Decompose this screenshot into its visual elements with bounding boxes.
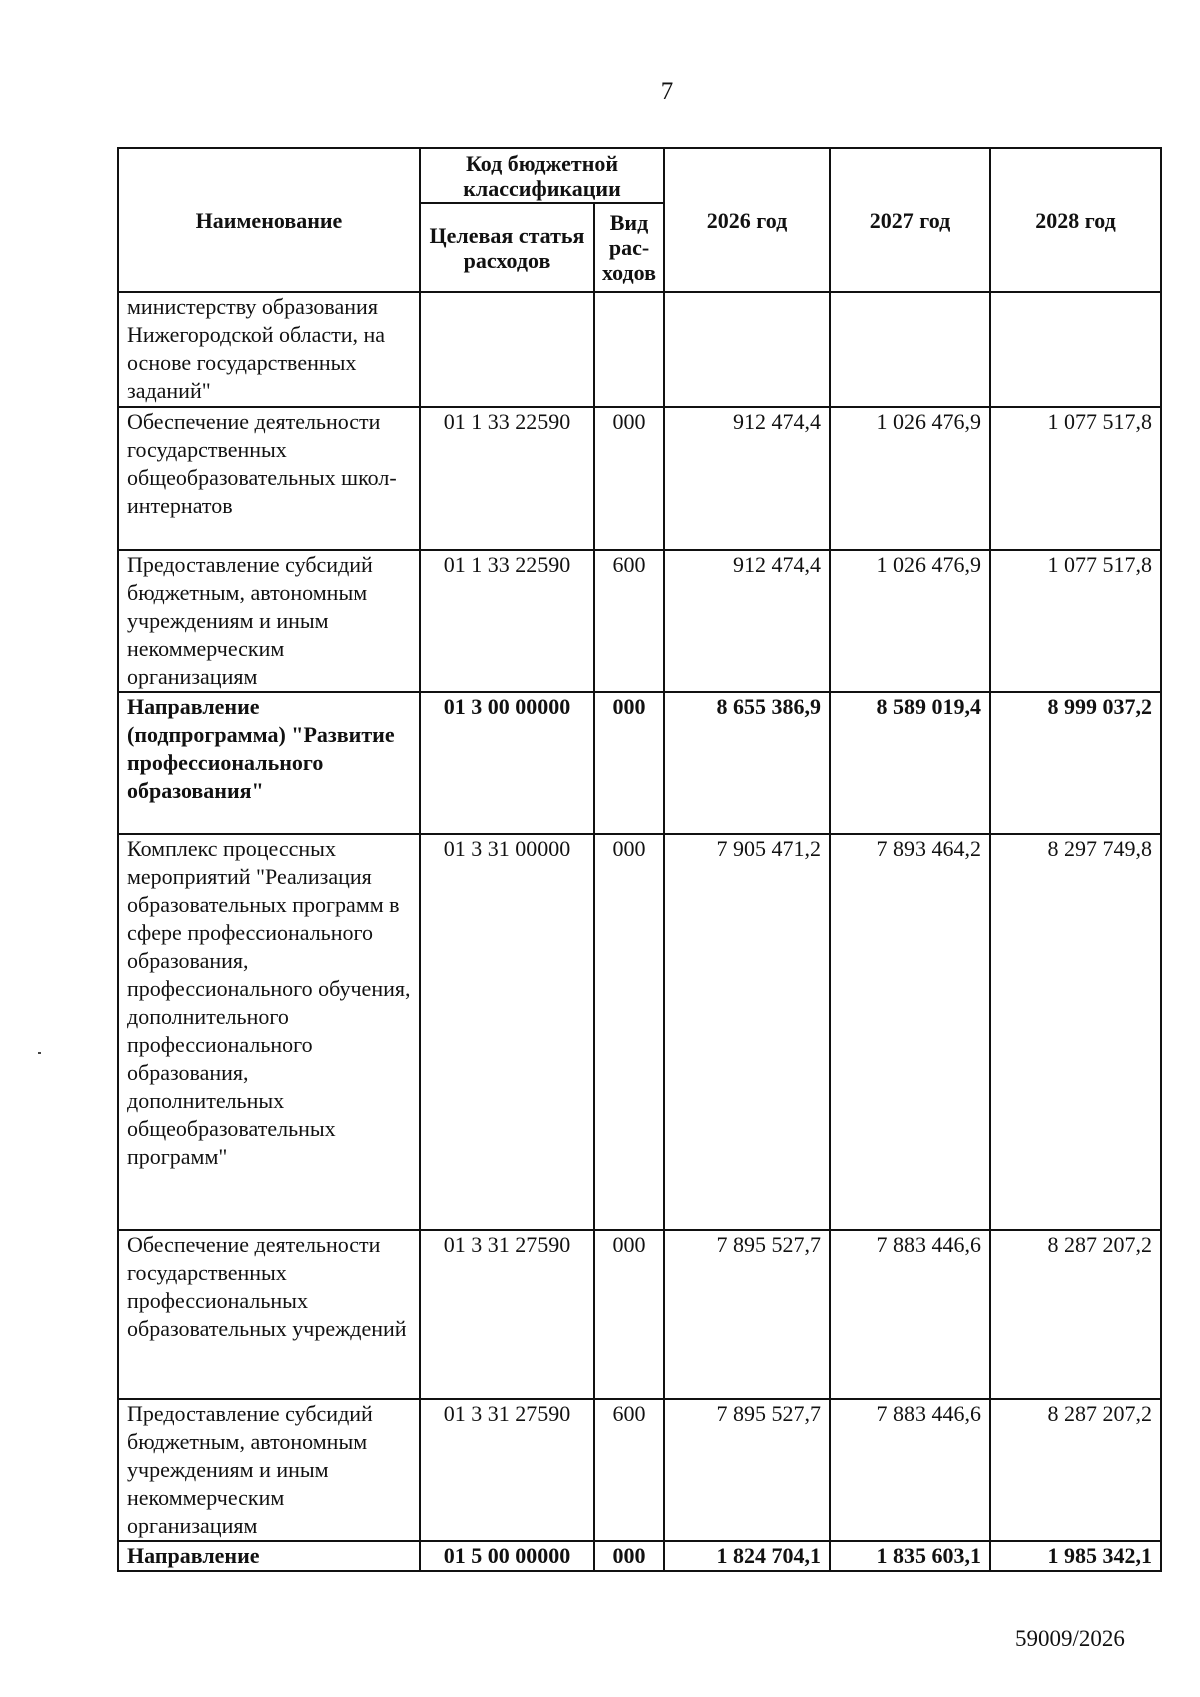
row-target-article-cell: 01 3 00 00000 bbox=[420, 692, 594, 834]
row-expense-kind-cell: 000 bbox=[594, 1541, 664, 1571]
document-number: 59009/2026 bbox=[1015, 1626, 1125, 1651]
table-body bbox=[118, 292, 1161, 1571]
budget-table bbox=[117, 147, 1162, 1572]
row-2026-cell: 912 474,4 bbox=[664, 407, 830, 550]
header-year-2027: 2027 год bbox=[830, 148, 990, 292]
row-2027-cell: 1 026 476,9 bbox=[830, 550, 990, 692]
row-expense-kind-cell: 000 bbox=[594, 407, 664, 550]
header-year-2026: 2026 год bbox=[664, 148, 830, 292]
row-2028-cell: 8 287 207,2 bbox=[990, 1399, 1161, 1541]
row-2027-cell: 7 883 446,6 bbox=[830, 1399, 990, 1541]
row-expense-kind-cell: 600 bbox=[594, 550, 664, 692]
row-2027-cell: 1 835 603,1 bbox=[830, 1541, 990, 1571]
row-target-article-cell: 01 3 31 00000 bbox=[420, 834, 594, 1230]
header-target-article: Целевая статья расходов bbox=[420, 203, 594, 292]
row-2028-cell bbox=[990, 292, 1161, 407]
row-2027-cell: 7 893 464,2 bbox=[830, 834, 990, 1230]
row-2026-cell: 7 895 527,7 bbox=[664, 1399, 830, 1541]
row-expense-kind-cell: 000 bbox=[594, 834, 664, 1230]
row-expense-kind-cell: 600 bbox=[594, 1399, 664, 1541]
row-2026-cell: 8 655 386,9 bbox=[664, 692, 830, 834]
table-row bbox=[118, 407, 1161, 550]
row-target-article-cell: 01 3 31 27590 bbox=[420, 1230, 594, 1399]
row-name-cell: министерству образования Нижегородской области, на основе государственных заданий" bbox=[118, 292, 420, 407]
header-code-group: Код бюджетной классификации bbox=[420, 148, 664, 203]
row-target-article-cell: 01 5 00 00000 bbox=[420, 1541, 594, 1571]
table-row bbox=[118, 834, 1161, 1230]
header-name: Наименование bbox=[118, 148, 420, 292]
row-2026-cell: 912 474,4 bbox=[664, 550, 830, 692]
row-2028-cell: 1 985 342,1 bbox=[990, 1541, 1161, 1571]
row-target-article-cell bbox=[420, 292, 594, 407]
row-target-article-cell: 01 1 33 22590 bbox=[420, 550, 594, 692]
row-2027-cell: 8 589 019,4 bbox=[830, 692, 990, 834]
row-expense-kind-cell: 000 bbox=[594, 692, 664, 834]
row-2026-cell: 7 895 527,7 bbox=[664, 1230, 830, 1399]
row-2027-cell: 7 883 446,6 bbox=[830, 1230, 990, 1399]
row-name-cell: Обеспечение деятельности государственных профессиональных образовательных учреждений bbox=[118, 1230, 420, 1399]
row-target-article-cell: 01 1 33 22590 bbox=[420, 407, 594, 550]
row-2027-cell bbox=[830, 292, 990, 407]
table-row bbox=[118, 1399, 1161, 1541]
row-name-cell: Обеспечение деятельности государственных общеобразовательных школ-интернатов bbox=[118, 407, 420, 550]
row-2028-cell: 1 077 517,8 bbox=[990, 407, 1161, 550]
table-row bbox=[118, 1230, 1161, 1399]
header-year-2028: 2028 год bbox=[990, 148, 1161, 292]
page-number: 7 bbox=[660, 78, 674, 105]
row-2028-cell: 8 999 037,2 bbox=[990, 692, 1161, 834]
table-row bbox=[118, 1541, 1161, 1571]
row-name-cell: Комплекс процессных мероприятий "Реализация образовательных программ в сфере профессионального образования, профессионального обучения, дополнительного профессионального образования, дополнительных общеобразовательных программ" bbox=[118, 834, 420, 1230]
table-row bbox=[118, 692, 1161, 834]
row-expense-kind-cell bbox=[594, 292, 664, 407]
row-2026-cell: 1 824 704,1 bbox=[664, 1541, 830, 1571]
row-name-cell: Предоставление субсидий бюджетным, автономным учреждениям и иным некоммерческим организациям bbox=[118, 550, 420, 692]
row-2028-cell: 1 077 517,8 bbox=[990, 550, 1161, 692]
row-name-cell: Направление (подпрограмма) "Развитие профессионального образования" bbox=[118, 692, 420, 834]
row-2028-cell: 8 297 749,8 bbox=[990, 834, 1161, 1230]
row-expense-kind-cell: 000 bbox=[594, 1230, 664, 1399]
row-name-cell: Предоставление субсидий бюджетным, автономным учреждениям и иным некоммерческим организациям bbox=[118, 1399, 420, 1541]
row-2026-cell: 7 905 471,2 bbox=[664, 834, 830, 1230]
table-row bbox=[118, 292, 1161, 407]
row-name-cell: Направление bbox=[118, 1541, 420, 1571]
table-row bbox=[118, 550, 1161, 692]
header-expense-kind: Вид рас-ходов bbox=[594, 203, 664, 292]
scan-speck bbox=[38, 1052, 41, 1054]
row-target-article-cell: 01 3 31 27590 bbox=[420, 1399, 594, 1541]
row-2028-cell: 8 287 207,2 bbox=[990, 1230, 1161, 1399]
row-2027-cell: 1 026 476,9 bbox=[830, 407, 990, 550]
row-2026-cell bbox=[664, 292, 830, 407]
